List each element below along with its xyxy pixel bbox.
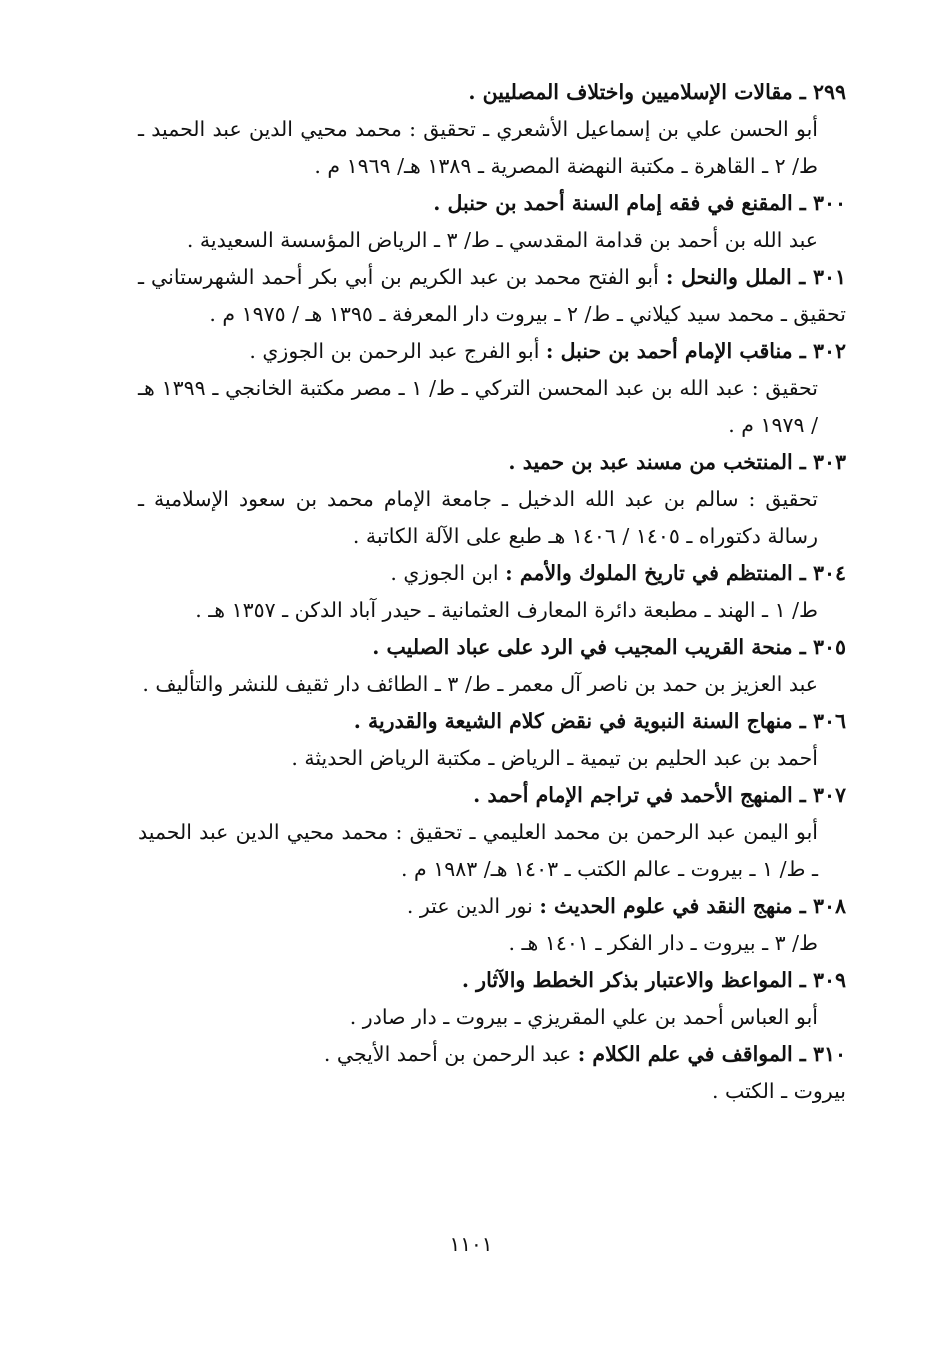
entry-title: ٣٠٣ ـ المنتخب من مسند عبد بن حميد . — [508, 450, 846, 474]
entry-details: عبد الله بن أحمد بن قدامة المقدسي ـ ط/ ٣ ـ الرياض المؤسسة السعيدية . — [186, 228, 818, 252]
entry-title: ٣٠٨ ـ منهج النقد في علوم الحديث : — [539, 894, 846, 918]
entry-details: تحقيق : عبد الله بن عبد المحسن التركي ـ ط/ ١ ـ مصر مكتبة الخانجي ـ ١٣٩٩ هـ / ١٩٧٩ م . — [138, 376, 818, 437]
entry-300 — [138, 185, 846, 259]
bibliography-page — [138, 74, 846, 1110]
entry-title: ٣٠٠ ـ المقنع في فقه إمام السنة أحمد بن حنبل . — [433, 191, 846, 215]
entry-heading — [138, 555, 846, 592]
entry-author: نور الدين عتر . — [406, 894, 540, 918]
entry-305 — [138, 629, 846, 703]
entry-details: أبو الحسن علي بن إسماعيل الأشعري ـ تحقيق : محمد محيي الدين عبد الحميد ـ ط/ ٢ ـ القاهرة ـ مكتبة النهضة المصرية ـ ١٣٨٩ هـ/ ١٩٦٩ م . — [138, 117, 818, 178]
entry-310 — [138, 1036, 846, 1110]
entry-heading — [138, 888, 846, 925]
entry-details: ط/ ١ ـ الهند ـ مطبعة دائرة المعارف العثمانية ـ حيدر آباد الدكن ـ ١٣٥٧ هـ . — [195, 598, 818, 622]
entry-heading — [138, 1036, 846, 1073]
entry-299 — [138, 74, 846, 185]
entry-301 — [138, 259, 846, 333]
page-number: ١١٠١ — [449, 1232, 493, 1256]
entry-title: ٣٠٤ ـ المنتظم في تاريخ الملوك والأمم : — [505, 561, 846, 585]
entry-title: ٣٠٥ ـ منحة القريب المجيب في الرد على عباد الصليب . — [372, 635, 846, 659]
entry-title: ٣٠١ ـ الملل والنحل : — [665, 265, 846, 289]
entry-309 — [138, 962, 846, 1036]
entry-title: ٢٩٩ ـ مقالات الإسلاميين واختلاف المصليين . — [468, 80, 846, 104]
entry-303 — [138, 444, 846, 555]
entry-details: أحمد بن عبد الحليم بن تيمية ـ الرياض ـ مكتبة الرياض الحديثة . — [291, 746, 818, 770]
entry-author: عبد الرحمن بن أحمد الأيجي . — [323, 1042, 578, 1066]
entry-title: ٣٠٢ ـ مناقب الإمام أحمد بن حنبل : — [545, 339, 846, 363]
entry-306 — [138, 703, 846, 777]
entry-heading — [138, 333, 846, 370]
entry-heading — [138, 259, 846, 333]
entry-author: ابن الجوزي . — [390, 561, 506, 585]
entry-title: ٣٠٩ ـ المواعظ والاعتبار بذكر الخطط والآثار . — [461, 968, 846, 992]
entry-title: ٣٠٧ ـ المنهج الأحمد في تراجم الإمام أحمد . — [473, 783, 846, 807]
entry-details: بيروت ـ الكتب . — [711, 1079, 846, 1103]
entry-307 — [138, 777, 846, 888]
entry-304 — [138, 555, 846, 629]
entry-details: تحقيق : سالم بن عبد الله الدخيل ـ جامعة الإمام محمد بن سعود الإسلامية ـ رسالة دكتوراه ـ ١٤٠٥ / ١٤٠٦ هـ طبع على الآلة الكاتبة . — [138, 487, 818, 548]
entry-title: ٣٠٦ ـ منهاج السنة النبوية في نقض كلام الشيعة والقدرية . — [353, 709, 846, 733]
entry-details: عبد العزيز بن حمد بن ناصر آل معمر ـ ط/ ٣ ـ الطائف دار ثقيف للنشر والتأليف . — [142, 672, 818, 696]
entry-author: أبو الفتح محمد بن عبد الكريم بن أبي بكر أحمد الشهرستاني ـ تحقيق ـ محمد سيد كيلاني ـ ط/ ٢ ـ بيروت دار المعرفة ـ ١٣٩٥ هـ / ١٩٧٥ م . — [138, 265, 846, 326]
entry-details: ط/ ٣ ـ بيروت ـ دار الفكر ـ ١٤٠١ هـ . — [508, 931, 818, 955]
entry-title: ٣١٠ ـ المواقف في علم الكلام : — [577, 1042, 846, 1066]
entry-302 — [138, 333, 846, 444]
entry-308 — [138, 888, 846, 962]
entry-author: أبو الفرج عبد الرحمن بن الجوزي . — [249, 339, 546, 363]
entry-details: أبو اليمن عبد الرحمن بن محمد العليمي ـ تحقيق : محمد محيي الدين عبد الحميد ـ ط/ ١ ـ بيروت ـ عالم الكتب ـ ١٤٠٣ هـ/ ١٩٨٣ م . — [138, 820, 818, 881]
entry-details: أبو العباس أحمد بن علي المقريزي ـ بيروت ـ دار صادر . — [349, 1005, 818, 1029]
